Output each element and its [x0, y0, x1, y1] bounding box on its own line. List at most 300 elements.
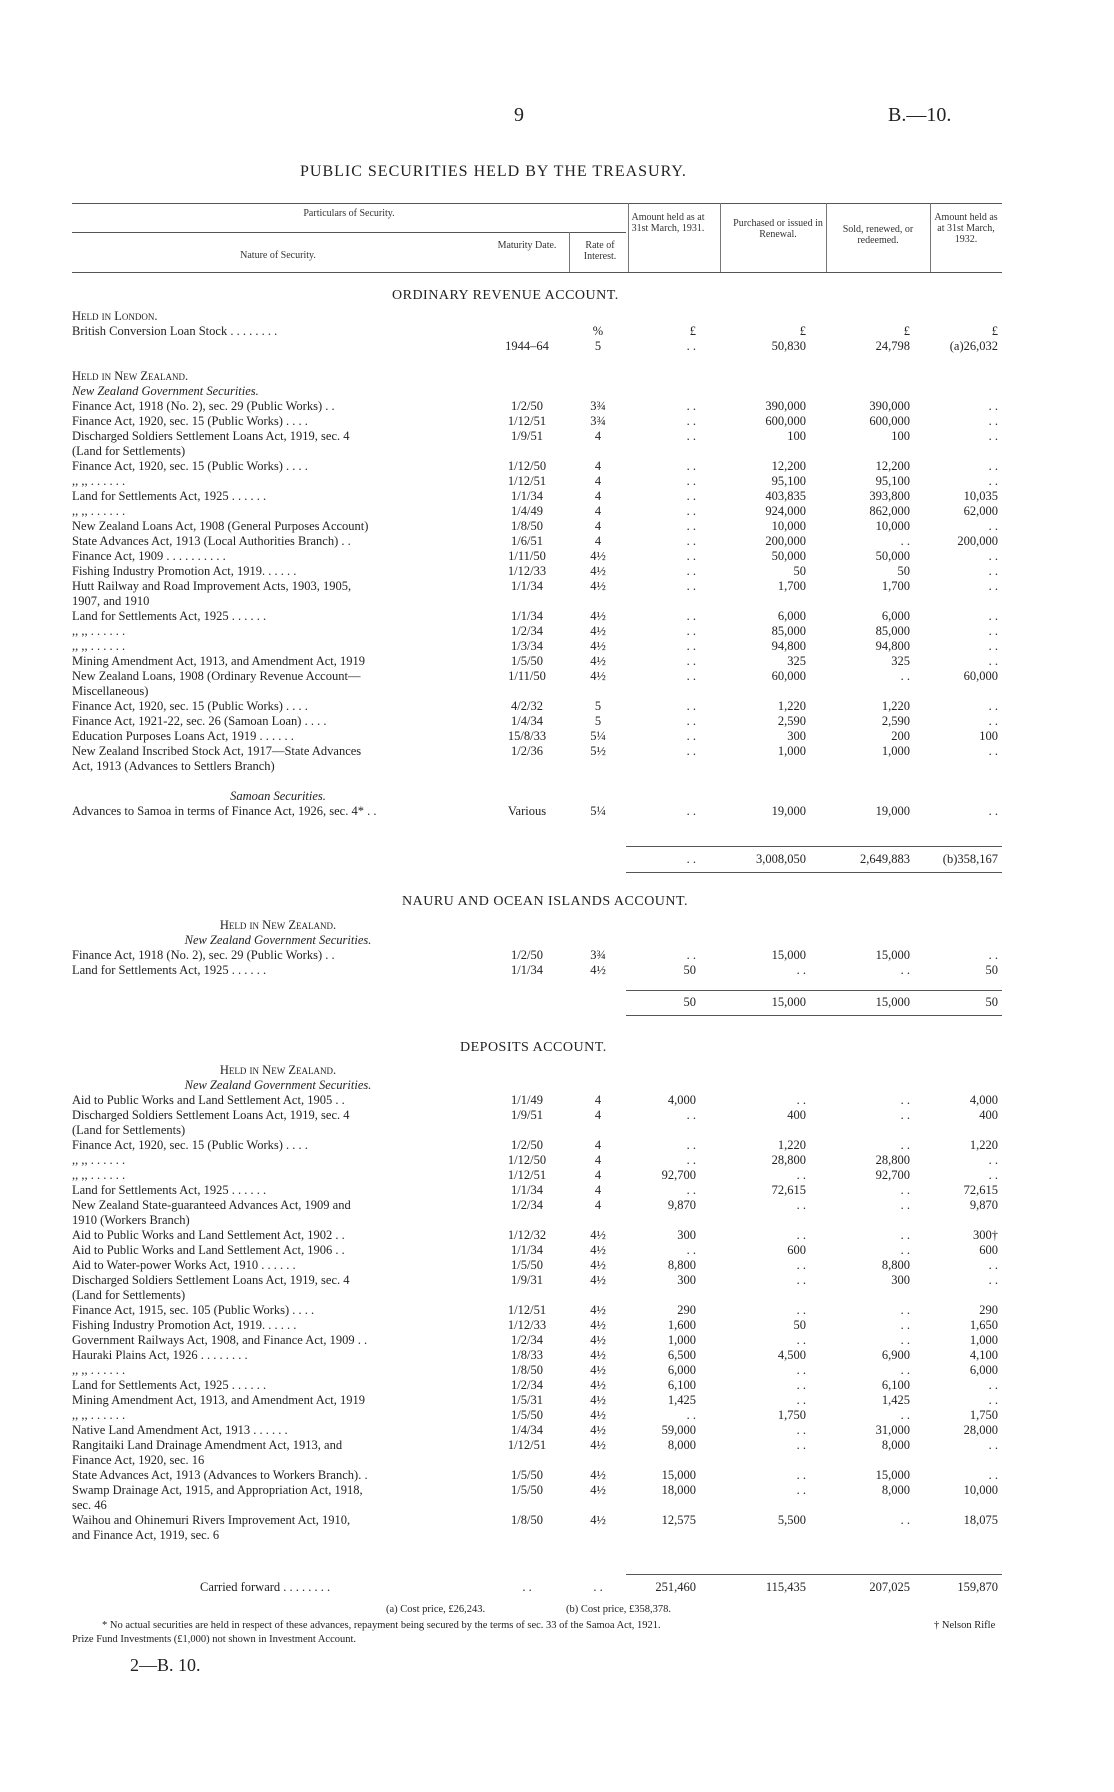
table-row — [72, 1408, 1002, 1423]
maturity-date: 1/2/34 — [511, 624, 543, 638]
amount-1931: . . — [686, 1183, 696, 1197]
purchased-amount: 19,000 — [771, 804, 806, 818]
purchased-amount: 6,000 — [777, 609, 806, 623]
sold-amount: £ — [903, 324, 910, 338]
amount-1931: . . — [686, 1108, 696, 1122]
security-name: Hauraki Plains Act, 1926 . . . . . . . . — [72, 1348, 248, 1362]
maturity-date: 1/5/50 — [511, 1468, 543, 1482]
sold-amount: 85,000 — [875, 624, 910, 638]
amount-1932: . . — [988, 399, 998, 413]
interest-rate: 4½ — [590, 963, 606, 977]
maturity-date: 1/2/50 — [511, 948, 543, 962]
table-row — [72, 1318, 1002, 1333]
table-row — [72, 933, 1002, 948]
security-name: New Zealand Government Securities. — [72, 384, 259, 398]
header-bottom-rule — [72, 272, 1002, 273]
maturity-date: 1/12/51 — [507, 1303, 547, 1317]
table-row — [72, 1438, 1002, 1453]
amount-1931: 15,000 — [661, 1468, 696, 1482]
amount-1931: . . — [686, 1408, 696, 1422]
maturity-date: 1/1/34 — [511, 963, 543, 977]
interest-rate: 4 — [594, 1168, 602, 1182]
sold-amount: 15,000 — [875, 948, 910, 962]
sold-amount: 31,000 — [875, 1423, 910, 1437]
table-row — [72, 384, 1002, 399]
security-name: Finance Act, 1920, sec. 15 (Public Works) . . . . — [72, 459, 308, 473]
maturity-date: 1/1/34 — [511, 1183, 543, 1197]
maturity-date: 1/5/50 — [511, 1258, 543, 1272]
section-title-deposits: DEPOSITS ACCOUNT. — [460, 1040, 607, 1055]
security-name: ,, ,, . . . . . . — [72, 1153, 126, 1167]
sold-amount: 28,800 — [875, 1153, 910, 1167]
bottom-reference: 2—B. 10. — [130, 1655, 201, 1675]
amount-1932: 60,000 — [963, 669, 998, 683]
amount-1931: . . — [686, 624, 696, 638]
purchased-amount: . . — [796, 1198, 806, 1212]
nauru-total-a2: 15,000 — [771, 995, 806, 1009]
security-name: 1907, and 1910 — [72, 594, 150, 608]
maturity-date: 1/2/34 — [511, 1198, 543, 1212]
interest-rate: 3¾ — [590, 414, 606, 428]
sold-amount: 100 — [891, 429, 910, 443]
security-name: and Finance Act, 1919, sec. 6 — [72, 1528, 220, 1542]
sold-amount: 12,200 — [875, 459, 910, 473]
security-name: ,, ,, . . . . . . — [72, 1408, 126, 1422]
table-row — [72, 534, 1002, 549]
maturity-date: 1/1/34 — [511, 1243, 543, 1257]
amount-1932: £ — [991, 324, 998, 338]
amount-1931: . . — [686, 729, 696, 743]
interest-rate: 4 — [594, 1153, 602, 1167]
security-name: Finance Act, 1918 (No. 2), sec. 29 (Public Works) . . — [72, 399, 335, 413]
interest-rate: 4 — [594, 504, 602, 518]
table-row — [72, 1453, 1002, 1468]
table-row — [72, 1528, 1002, 1543]
security-name: Held in New Zealand. — [219, 918, 337, 932]
table-row — [72, 1273, 1002, 1288]
amount-1932: 18,075 — [963, 1513, 998, 1527]
maturity-date: 1/4/34 — [511, 714, 543, 728]
maturity-date: 15/8/33 — [507, 729, 547, 743]
interest-rate: 4 — [594, 1138, 602, 1152]
header-top-rule — [72, 203, 1002, 204]
interest-rate: 4½ — [590, 579, 606, 593]
amount-1931: 300 — [677, 1273, 696, 1287]
security-name: Land for Settlements Act, 1925 . . . . . . — [72, 489, 267, 503]
security-name: Discharged Soldiers Settlement Loans Act, 1919, sec. 4 — [72, 1108, 350, 1122]
amount-1932: . . — [988, 699, 998, 713]
col-particulars: Particulars of Security. — [303, 208, 395, 219]
ordinary-total-a3: 2,649,883 — [860, 852, 910, 866]
amount-1932: . . — [988, 1468, 998, 1482]
table-row — [72, 624, 1002, 639]
security-name: Finance Act, 1921-22, sec. 26 (Samoan Loan) . . . . — [72, 714, 327, 728]
sold-amount: . . — [900, 1228, 910, 1242]
security-name: Fishing Industry Promotion Act, 1919. . . . . . — [72, 1318, 297, 1332]
section-title-nauru: NAURU AND OCEAN ISLANDS ACCOUNT. — [402, 894, 689, 909]
purchased-amount: . . — [796, 1303, 806, 1317]
interest-rate: 4½ — [590, 609, 606, 623]
interest-rate: 4½ — [590, 669, 606, 683]
ordinary-total-a2: 3,008,050 — [756, 852, 806, 866]
maturity-date: 1/9/31 — [511, 1273, 543, 1287]
maturity-date: 1/12/50 — [507, 459, 547, 473]
amount-1932: 4,000 — [969, 1093, 998, 1107]
col-maturity: Maturity Date. — [497, 240, 557, 251]
amount-1931: . . — [686, 474, 696, 488]
sold-amount: . . — [900, 1243, 910, 1257]
sold-amount: 300 — [891, 1273, 910, 1287]
security-name: (Land for Settlements) — [72, 1288, 186, 1302]
amount-1931: 8,800 — [667, 1258, 696, 1272]
footnote-prize-fund: Prize Fund Investments (£1,000) not shown in Investment Account. — [72, 1634, 357, 1645]
amount-1931: . . — [686, 549, 696, 563]
security-name: Samoan Securities. — [230, 789, 326, 803]
interest-rate: 4½ — [590, 1468, 606, 1482]
amount-1932: . . — [988, 639, 998, 653]
maturity-date: 1/6/51 — [511, 534, 543, 548]
amount-1932: . . — [988, 519, 998, 533]
sold-amount: 8,800 — [881, 1258, 910, 1272]
amount-1932: . . — [988, 1168, 998, 1182]
amount-1932: 50 — [985, 963, 998, 977]
security-name: sec. 46 — [72, 1498, 107, 1512]
amount-1931: . . — [686, 948, 696, 962]
maturity-date: 1/2/34 — [511, 1333, 543, 1347]
table-row — [72, 759, 1002, 774]
amount-1932: . . — [988, 1273, 998, 1287]
interest-rate: 4 — [594, 459, 602, 473]
table-row — [72, 1063, 1002, 1078]
maturity-date: 1/12/33 — [507, 564, 547, 578]
maturity-date: 1/12/32 — [507, 1228, 547, 1242]
maturity-date: Various — [507, 804, 547, 818]
amount-1931: . . — [686, 714, 696, 728]
col-nature: Nature of Security. — [240, 250, 316, 261]
interest-rate: 5 — [594, 339, 602, 353]
security-name: State Advances Act, 1913 (Local Authorities Branch) . . — [72, 534, 351, 548]
amount-1931: £ — [689, 324, 696, 338]
interest-rate: 4½ — [590, 564, 606, 578]
amount-1932: 28,000 — [963, 1423, 998, 1437]
amount-1931: . . — [686, 669, 696, 683]
security-name: Land for Settlements Act, 1925 . . . . . . — [72, 963, 267, 977]
table-row — [72, 1378, 1002, 1393]
sold-amount: 600,000 — [869, 414, 910, 428]
col-sold: Sold, renewed, or redeemed. — [842, 224, 914, 246]
interest-rate: 4½ — [590, 549, 606, 563]
sold-amount: 6,100 — [881, 1378, 910, 1392]
security-name: Finance Act, 1920, sec. 15 (Public Works) . . . . — [72, 699, 308, 713]
table-row — [72, 459, 1002, 474]
table-row — [72, 1108, 1002, 1123]
amount-1932: 200,000 — [957, 534, 998, 548]
sold-amount: 393,800 — [869, 489, 910, 503]
interest-rate: 4½ — [590, 1438, 606, 1452]
maturity-date: 1/11/50 — [508, 669, 546, 683]
table-row — [72, 1513, 1002, 1528]
purchased-amount: 5,500 — [777, 1513, 806, 1527]
amount-1931: 300 — [677, 1228, 696, 1242]
section-title-ordinary: ORDINARY REVENUE ACCOUNT. — [392, 288, 619, 303]
table-row — [72, 789, 1002, 804]
page-number: 9 — [514, 104, 524, 126]
amount-1932: 10,035 — [963, 489, 998, 503]
purchased-amount: 1,220 — [777, 1138, 806, 1152]
interest-rate: 3¾ — [590, 399, 606, 413]
table-row — [72, 804, 1002, 819]
interest-rate: 4 — [594, 534, 602, 548]
carried-forward-a4: 159,870 — [957, 1580, 998, 1594]
amount-1932: (a)26,032 — [949, 339, 998, 353]
purchased-amount: 94,800 — [771, 639, 806, 653]
maturity-date: 1/9/51 — [511, 429, 543, 443]
purchased-amount: . . — [796, 1393, 806, 1407]
amount-1931: . . — [686, 699, 696, 713]
sold-amount: 95,100 — [875, 474, 910, 488]
maturity-date: 1/8/50 — [511, 519, 543, 533]
sold-amount: . . — [900, 534, 910, 548]
table-row — [72, 1258, 1002, 1273]
amount-1931: . . — [686, 654, 696, 668]
security-name: Finance Act, 1918 (No. 2), sec. 29 (Public Works) . . — [72, 948, 335, 962]
security-name: Held in New Zealand. — [219, 1063, 337, 1077]
interest-rate: 3¾ — [590, 948, 606, 962]
table-spacer-row — [72, 339, 1002, 354]
table-row — [72, 1138, 1002, 1153]
security-name: New Zealand Government Securities. — [184, 933, 372, 947]
purchased-amount: 85,000 — [771, 624, 806, 638]
security-name: Aid to Public Works and Land Settlement Act, 1906 . . — [72, 1243, 345, 1257]
interest-rate: 4½ — [590, 1423, 606, 1437]
interest-rate: 4½ — [590, 1513, 606, 1527]
table-row — [72, 744, 1002, 759]
amount-1932: . . — [988, 948, 998, 962]
amount-1932: 1,750 — [969, 1408, 998, 1422]
purchased-amount: 1,700 — [777, 579, 806, 593]
table-row — [72, 918, 1002, 933]
security-name: ,, ,, . . . . . . — [72, 1363, 126, 1377]
amount-1931: 6,000 — [667, 1363, 696, 1377]
amount-1932: 1,000 — [969, 1333, 998, 1347]
ordinary-total-row — [72, 852, 1002, 868]
maturity-date: 1/2/50 — [511, 1138, 543, 1152]
sold-amount: 10,000 — [875, 519, 910, 533]
amount-1932: 4,100 — [969, 1348, 998, 1362]
amount-1932: . . — [988, 714, 998, 728]
amount-1931: . . — [686, 429, 696, 443]
amount-1931: 92,700 — [661, 1168, 696, 1182]
maturity-date: 1/1/49 — [511, 1093, 543, 1107]
maturity-date: 1/5/50 — [511, 654, 543, 668]
table-row — [72, 444, 1002, 459]
amount-1932: . . — [988, 1153, 998, 1167]
purchased-amount: 4,500 — [777, 1348, 806, 1362]
carried-forward-a2: 115,435 — [765, 1580, 806, 1594]
security-name: Mining Amendment Act, 1913, and Amendment Act, 1919 — [72, 1393, 366, 1407]
nauru-total-a1: 50 — [683, 995, 696, 1009]
purchased-amount: 50,000 — [771, 549, 806, 563]
table-row — [72, 948, 1002, 963]
security-name: Finance Act, 1915, sec. 105 (Public Works) . . . . — [72, 1303, 315, 1317]
purchased-amount: . . — [796, 1483, 806, 1497]
table-row — [72, 1483, 1002, 1498]
interest-rate: 4 — [594, 519, 602, 533]
security-name: (Land for Settlements) — [72, 444, 186, 458]
purchased-amount: . . — [796, 1228, 806, 1242]
table-row — [72, 1093, 1002, 1108]
interest-rate: % — [592, 324, 604, 338]
sold-amount: 92,700 — [875, 1168, 910, 1182]
table-row — [72, 399, 1002, 414]
purchased-amount: 1,750 — [777, 1408, 806, 1422]
amount-1932: 1,220 — [969, 1138, 998, 1152]
amount-1932: . . — [988, 429, 998, 443]
security-name: Native Land Amendment Act, 1913 . . . . . . — [72, 1423, 288, 1437]
table-row — [72, 414, 1002, 429]
maturity-date: 1/2/36 — [511, 744, 543, 758]
maturity-date: 4/2/32 — [511, 699, 543, 713]
ordinary-total-rule — [626, 846, 1002, 847]
amount-1932: . . — [988, 564, 998, 578]
security-name: Mining Amendment Act, 1913, and Amendment Act, 1919 — [72, 654, 366, 668]
amount-1932: 300† — [973, 1228, 998, 1242]
amount-1931: 18,000 — [661, 1483, 696, 1497]
amount-1932: 72,615 — [963, 1183, 998, 1197]
maturity-date: 1/5/50 — [511, 1483, 543, 1497]
table-row — [72, 519, 1002, 534]
security-name: Education Purposes Loans Act, 1919 . . . . . . — [72, 729, 294, 743]
security-name: Advances to Samoa in terms of Finance Act, 1926, sec. 4* . . — [72, 804, 377, 818]
footnote-cost-b: (b) Cost price, £358,378. — [566, 1604, 671, 1615]
sold-amount: 6,900 — [881, 1348, 910, 1362]
purchased-amount: . . — [796, 1168, 806, 1182]
interest-rate: 4½ — [590, 1318, 606, 1332]
interest-rate: 4 — [594, 429, 602, 443]
security-name: Finance Act, 1920, sec. 15 (Public Works) . . . . — [72, 1138, 308, 1152]
amount-1932: . . — [988, 459, 998, 473]
interest-rate: 4 — [594, 1198, 602, 1212]
purchased-amount: 325 — [787, 654, 806, 668]
amount-1932: 400 — [979, 1108, 998, 1122]
maturity-date: 1/12/51 — [507, 414, 547, 428]
table-row — [72, 1348, 1002, 1363]
amount-1931: 59,000 — [661, 1423, 696, 1437]
table-row — [72, 504, 1002, 519]
amount-1932: . . — [988, 549, 998, 563]
table-row — [72, 729, 1002, 744]
sold-amount: 50 — [897, 564, 910, 578]
security-name: Rangitaiki Land Drainage Amendment Act, 1913, and — [72, 1438, 343, 1452]
amount-1931: 12,575 — [661, 1513, 696, 1527]
sold-amount: . . — [900, 1408, 910, 1422]
amount-1932: . . — [988, 744, 998, 758]
table-spacer-row — [72, 354, 1002, 369]
purchased-amount: 60,000 — [771, 669, 806, 683]
security-name: New Zealand State-guaranteed Advances Act, 1909 and — [72, 1198, 351, 1212]
table-row — [72, 699, 1002, 714]
table-row — [72, 1288, 1002, 1303]
security-name: Discharged Soldiers Settlement Loans Act, 1919, sec. 4 — [72, 1273, 350, 1287]
security-name: Swamp Drainage Act, 1915, and Appropriation Act, 1918, — [72, 1483, 363, 1497]
table-row — [72, 1423, 1002, 1438]
interest-rate: 4½ — [590, 654, 606, 668]
interest-rate: 5½ — [590, 744, 606, 758]
table-row — [72, 654, 1002, 669]
amount-1931: . . — [686, 564, 696, 578]
maturity-date: 1/4/49 — [511, 504, 543, 518]
table-row — [72, 1363, 1002, 1378]
security-name: ,, ,, . . . . . . — [72, 639, 126, 653]
amount-1932: 9,870 — [969, 1198, 998, 1212]
sold-amount: 1,220 — [881, 699, 910, 713]
sold-amount: 862,000 — [869, 504, 910, 518]
interest-rate: 4½ — [590, 1243, 606, 1257]
maturity-date: 1/2/50 — [511, 399, 543, 413]
table-row — [72, 1303, 1002, 1318]
maturity-date: 1/9/51 — [511, 1108, 543, 1122]
table-row — [72, 1183, 1002, 1198]
maturity-date: 1/8/50 — [511, 1513, 543, 1527]
interest-rate: 5¼ — [590, 804, 606, 818]
amount-1931: 50 — [683, 963, 696, 977]
purchased-amount: 924,000 — [765, 504, 806, 518]
sold-amount: . . — [900, 1138, 910, 1152]
amount-1931: 6,500 — [667, 1348, 696, 1362]
purchased-amount: 300 — [787, 729, 806, 743]
amount-1932: 1,650 — [969, 1318, 998, 1332]
purchased-amount: 400 — [787, 1108, 806, 1122]
table-row — [72, 579, 1002, 594]
amount-1932: 600 — [979, 1243, 998, 1257]
purchased-amount: 10,000 — [771, 519, 806, 533]
interest-rate: 4½ — [590, 1273, 606, 1287]
footnote-nelson-rifle: † Nelson Rifle — [934, 1620, 996, 1631]
sold-amount: . . — [900, 1093, 910, 1107]
amount-1932: . . — [988, 609, 998, 623]
amount-1931: . . — [686, 399, 696, 413]
ordinary-revenue-table — [72, 309, 1002, 819]
nauru-table — [72, 918, 1002, 978]
sold-amount: . . — [900, 963, 910, 977]
table-spacer-row — [72, 774, 1002, 789]
purchased-amount: . . — [796, 1468, 806, 1482]
maturity-date: 1944–64 — [505, 339, 549, 353]
interest-rate: 4½ — [590, 639, 606, 653]
amount-1931: 8,000 — [667, 1438, 696, 1452]
amount-1931: . . — [686, 804, 696, 818]
sold-amount: 8,000 — [881, 1438, 910, 1452]
purchased-amount: 1,220 — [777, 699, 806, 713]
security-name: 1910 (Workers Branch) — [72, 1213, 190, 1227]
maturity-date: 1/5/31 — [511, 1393, 543, 1407]
interest-rate: 5¼ — [590, 729, 606, 743]
security-name: New Zealand Loans, 1908 (Ordinary Revenue Account— — [72, 669, 361, 683]
table-row — [72, 309, 1002, 324]
sold-amount: 390,000 — [869, 399, 910, 413]
amount-1932: . . — [988, 1438, 998, 1452]
sold-amount: 15,000 — [875, 1468, 910, 1482]
amount-1931: 4,000 — [667, 1093, 696, 1107]
amount-1931: . . — [686, 579, 696, 593]
amount-1931: 1,000 — [667, 1333, 696, 1347]
carried-forward-maturity: . . — [522, 1580, 532, 1594]
amount-1931: 290 — [677, 1303, 696, 1317]
security-name: Finance Act, 1909 . . . . . . . . . . — [72, 549, 226, 563]
security-name: Hutt Railway and Road Improvement Acts, 1903, 1905, — [72, 579, 352, 593]
security-name: Finance Act, 1920, sec. 16 — [72, 1453, 205, 1467]
interest-rate: 4 — [594, 1183, 602, 1197]
